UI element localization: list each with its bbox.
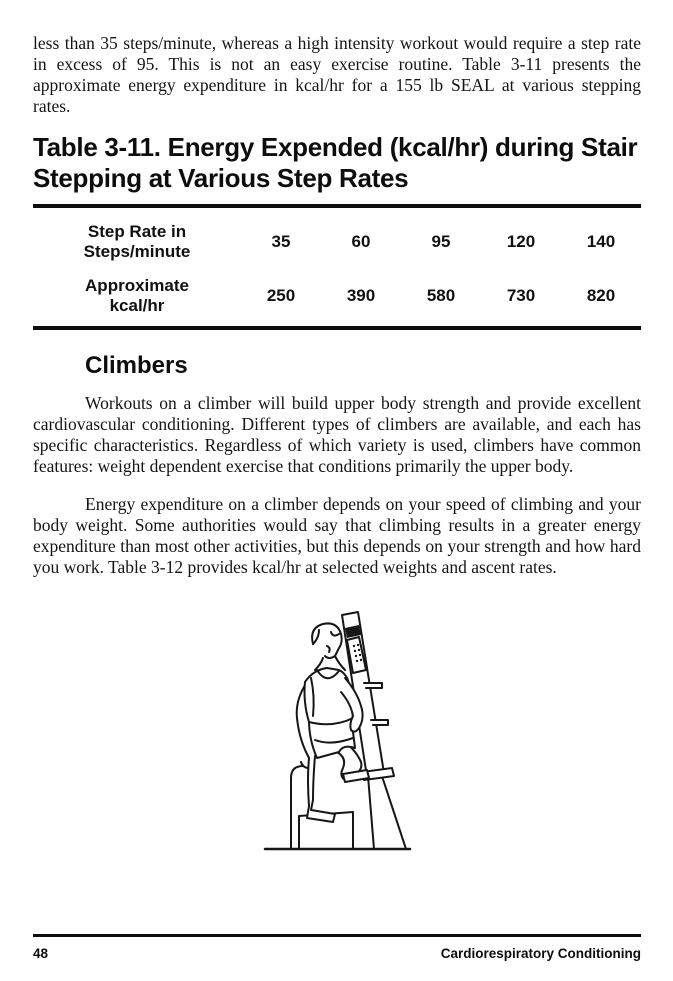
chapter-title: Cardiorespiratory Conditioning [440,946,641,961]
table-cell: 120 [506,232,536,251]
page-footer [33,934,641,961]
table-row [33,276,641,316]
table-cell: 390 [346,286,376,305]
table-cell: 820 [586,286,616,305]
table-row [33,222,641,262]
row-label-step-rate: Step Rate in Steps/minute [83,222,191,261]
table-title: Table 3-11. Energy Expended (kcal/hr) during Stair Stepping at Various Step Rates [33,132,638,193]
page-number: 48 [33,946,49,961]
table-cell: 35 [271,232,291,251]
table-cell: 730 [506,286,536,305]
table-cell: 140 [586,232,616,251]
table-cell: 95 [431,232,451,251]
section-heading-climbers: Climbers [85,352,188,379]
intro-paragraph: less than 35 steps/minute, whereas a high intensity workout would require a step rate in excess of 95. This is not an easy exercise routine. Table 3-11 presents the approximate energy expenditure in kcal/hr for a 155 lb SEAL at various stepping rates. [33,33,641,116]
climbers-paragraph-2: Energy expenditure on a climber depends on your speed of climbing and your body weight. Some authorities would say that climbing results in a greater energy expenditure than most other activities, but this depends on your strength and how hard you work. Table 3-12 provides kcal/hr at selected weights and ascent rates. [33,494,641,577]
climber-machine-illustration [255,608,419,854]
energy-table [33,204,641,330]
table-cell: 580 [426,286,456,305]
figure-container [33,608,641,859]
climbers-paragraph-1: Workouts on a climber will build upper body strength and provide excellent cardiovascular conditioning. Different types of climbers are available, and each has specific characteristics. Regardless of which variety is used, climbers have common features: weight dependent exercise that conditions primarily the upper body. [33,393,641,476]
row-label-kcal: Approximate kcal/hr [85,276,189,315]
footer-rule [33,934,641,937]
table-cell: 250 [266,286,296,305]
table-cell: 60 [351,232,371,251]
